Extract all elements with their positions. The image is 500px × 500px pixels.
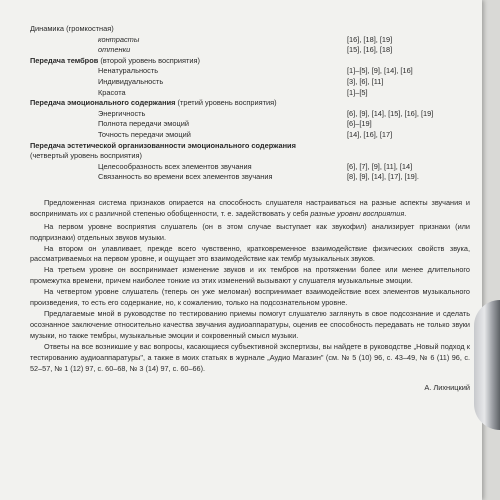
body-paragraph (30, 265, 470, 287)
criteria-row (30, 172, 470, 183)
criteria-label: оттенки (98, 45, 131, 55)
paragraph-text: На третьем уровне он воспринимает изменение звуков и их тембров на протяжении более или менее длительного промежутка времени, причем наиболее тонкие из этих изменений вызывают у слушателя музыкальные эмоции. (30, 265, 470, 286)
criteria-label: Энергичность (98, 108, 146, 118)
criteria-row (30, 24, 470, 35)
criteria-label: (четвертый уровень восприятия) (30, 151, 142, 161)
criteria-heading-note: (второй уровень восприятия) (98, 55, 200, 65)
criteria-references: [6], [7], [9], [11], [14] (347, 161, 413, 171)
criteria-row (30, 130, 470, 141)
paragraph-emphasis: разные уровни восприятия (310, 208, 405, 218)
criteria-row (30, 35, 470, 46)
author-signature: А. Лихницкий (424, 383, 470, 393)
paragraph-tail: . (404, 208, 407, 218)
criteria-row (30, 56, 470, 67)
criteria-label: Точность передачи эмоций (98, 129, 191, 139)
criteria-label: Индивидуальность (98, 76, 164, 86)
criteria-label: Связанность во времени всех элементов звучания (98, 172, 273, 182)
criteria-label: Ненатуральность (98, 66, 159, 76)
criteria-row (30, 141, 470, 152)
paragraph-text: На первом уровне восприятия слушатель (он в этом случае выступает как звукофил) анализирует признаки (или подпризнаки) отдельных звуков музыки. (30, 221, 470, 242)
criteria-references: [8], [9], [14], [17], [19]. (347, 172, 419, 182)
body-paragraph (30, 309, 470, 342)
criteria-references: [16], [18], [19] (347, 34, 393, 44)
cd-disc-edge (474, 300, 500, 430)
criteria-table (30, 24, 470, 183)
criteria-heading-note: (третий уровень восприятия) (175, 98, 277, 108)
criteria-label (30, 141, 296, 152)
criteria-row (30, 119, 470, 130)
criteria-row (30, 66, 470, 77)
criteria-references: [6], [9], [14], [15], [16], [19] (347, 108, 434, 118)
body-paragraph (30, 287, 470, 309)
criteria-row (30, 88, 470, 99)
document-content (30, 24, 470, 394)
criteria-references: [1]–[5], [9], [14], [16] (347, 66, 413, 76)
criteria-heading: Передача эмоционального содержания (30, 98, 176, 108)
criteria-label: Красота (98, 87, 126, 97)
paragraph-text: Предлагаемые мной в руководстве по тестированию приемы помогут слушателю заглянуть в свое подсознание и сделать осознанное заключение относительно качества звучания аудиоаппаратуры, оценив ее способность передавать не только звуки музыки, но также тембры, музыкальные эмоции и сокровенный смысл музыки. (30, 308, 470, 340)
criteria-references: [14], [16], [17] (347, 129, 393, 139)
criteria-label: Динамика (громкостная) (30, 24, 114, 33)
criteria-row (30, 45, 470, 56)
body-paragraph (30, 244, 470, 266)
paragraph-text: На четвертом уровне слушатель (теперь он уже меломан) воспринимает взаимодействие всех элементов музыкального произведения, то есть его содержание, но, к сожалению, только на подсознательном уровне. (30, 287, 470, 308)
criteria-row (30, 162, 470, 173)
criteria-references: [1]–[5] (347, 87, 368, 97)
criteria-references: [3], [6], [11] (347, 76, 384, 86)
body-paragraph (30, 222, 470, 244)
criteria-label: контрасты (98, 34, 140, 44)
paragraph-text: Предложенная система признаков опирается на способность слушателя настраиваться на разные аспекты звучания и воспринимать их с различной степенью обобщенности, т. е. задействовать у себя (30, 197, 470, 218)
body-paragraph (30, 198, 470, 220)
body-text (30, 198, 470, 375)
criteria-row (30, 151, 470, 162)
criteria-label: Целесообразность всех элементов звучания (98, 161, 252, 171)
criteria-label (30, 56, 200, 67)
criteria-references: [15], [16], [18] (347, 45, 393, 55)
paragraph-text: На втором он улавливает, прежде всего чувственно, кратковременное взаимодействие физических свойств звука, рассматриваемых на первом уровне, и ощущает это взаимодействие как тембр музыкальных звуков. (30, 243, 470, 264)
criteria-heading: Передача эстетической организованности эмоционального содержания (30, 140, 296, 150)
paragraph-text: Ответы на все возникшие у вас вопросы, касающиеся субъективной экспертизы, вы найдете в руководстве „Новый подход к тестированию аудиоаппаратуры", а также в моих статьях в журнале „Аудио Магазин" (см. № 5 (10) 96, с. 43–49, № 6 (11) 96, с. 52–57, № 1 (12) 97, с. 60–68, № 3 (14) 97, с. 60–66). (30, 341, 470, 373)
body-paragraph (30, 342, 470, 375)
criteria-references: [6]–[19] (347, 119, 372, 129)
criteria-heading: Передача тембров (30, 55, 99, 65)
criteria-label: Полнота передачи эмоций (98, 119, 189, 129)
criteria-row (30, 109, 470, 120)
criteria-row (30, 98, 470, 109)
criteria-row (30, 77, 470, 88)
criteria-label (30, 98, 277, 109)
